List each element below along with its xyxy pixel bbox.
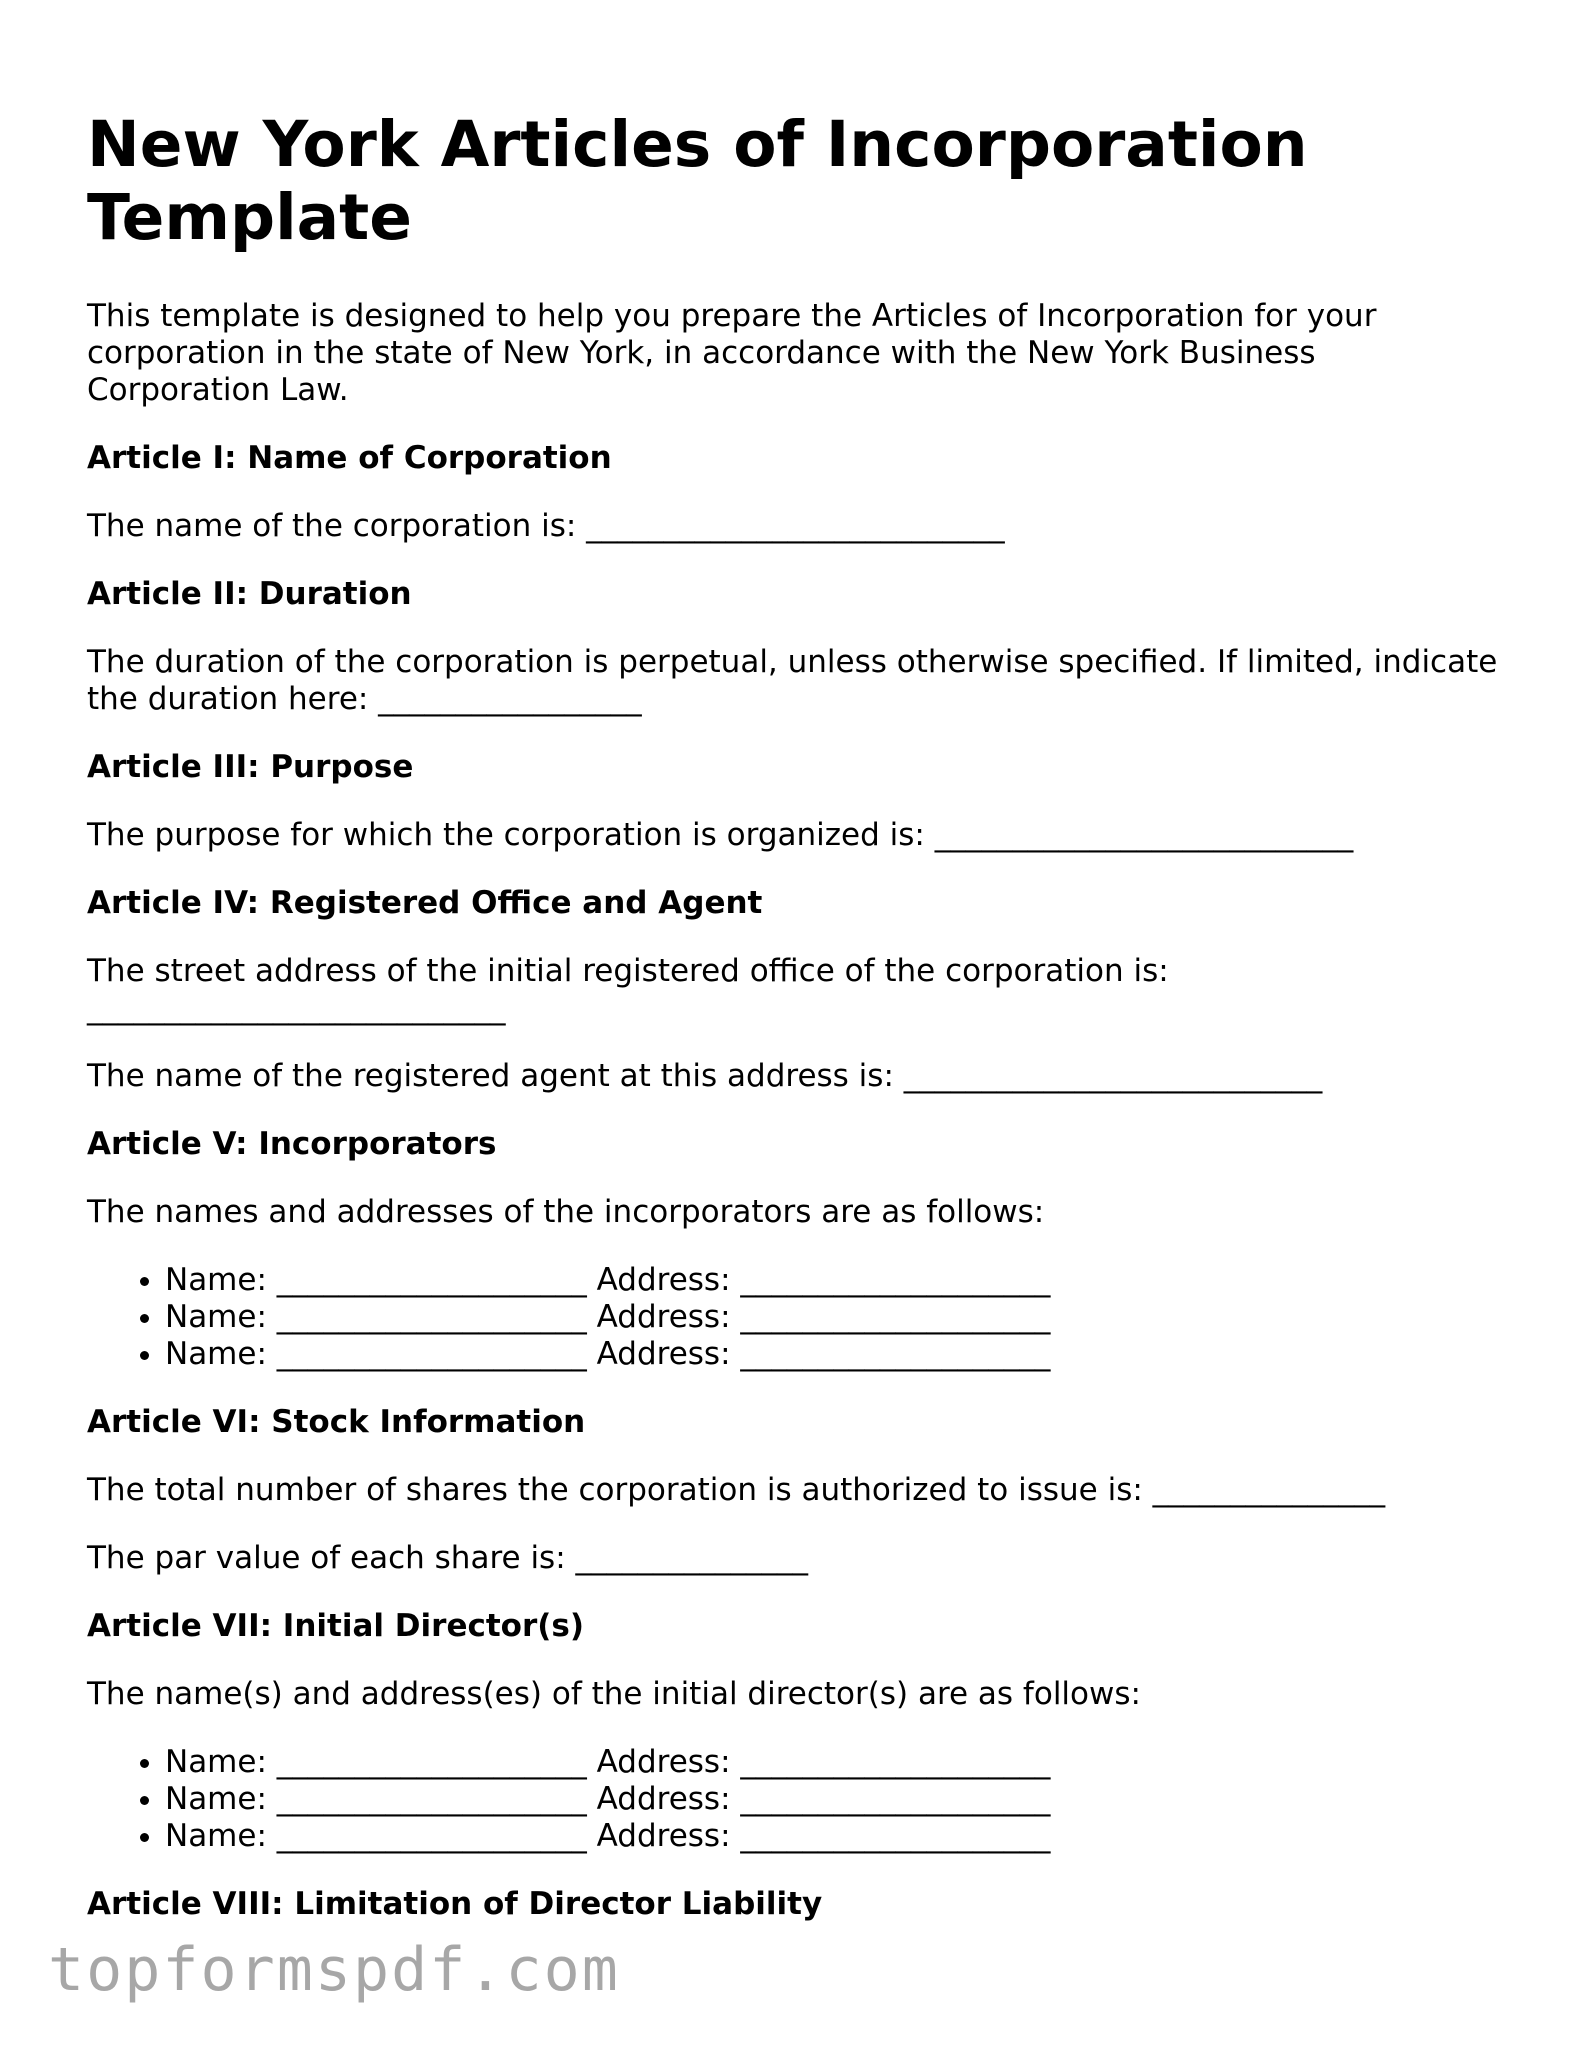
article-7-text: The name(s) and address(es) of the initial director(s) are as follows: [87,1676,1141,1712]
article-5-text: The names and addresses of the incorporators are as follows: [87,1194,1045,1230]
article-3-text: The purpose for which the corporation is organized is: ___________________________ [87,817,1354,853]
article-4-agent-text: The name of the registered agent at this address is: ___________________________ [87,1058,1323,1094]
document-page [87,108,1507,1954]
article-1-heading: Article I: Name of Corporation [87,440,612,476]
intro-paragraph: This template is designed to help you prepare the Articles of Incorporation for your corporation in the state of New York, in accordance with the New York Business Corporation Law. [87,298,1377,408]
article-6-heading: Article VI: Stock Information [87,1404,586,1440]
article-8-heading: Article VIII: Limitation of Director Liability [87,1886,823,1922]
article-4-office-text: The street address of the initial registered office of the corporation is: ___________________________ [87,953,1169,1026]
list-item: • Name: ____________________ Address: ____________________ [165,1818,1507,1855]
list-item: • Name: ____________________ Address: ____________________ [165,1262,1507,1299]
page-title: New York Articles of Incorporation Template [87,108,1308,254]
incorporators-list [87,1262,1507,1373]
article-2-text: The duration of the corporation is perpetual, unless otherwise specified. If limited, indicate the duration here: _________________ [87,644,1498,717]
article-6-par-value-text: The par value of each share is: _______________ [87,1540,809,1576]
article-2-heading: Article II: Duration [87,576,412,612]
list-item: • Name: ____________________ Address: ____________________ [165,1336,1507,1373]
article-3-heading: Article III: Purpose [87,749,414,785]
article-7-heading: Article VII: Initial Director(s) [87,1608,585,1644]
article-5-heading: Article V: Incorporators [87,1126,497,1162]
directors-list [87,1744,1507,1855]
list-item: • Name: ____________________ Address: ____________________ [165,1781,1507,1818]
article-4-heading: Article IV: Registered Office and Agent [87,885,763,921]
list-item: • Name: ____________________ Address: ____________________ [165,1744,1507,1781]
list-item: • Name: ____________________ Address: ____________________ [165,1299,1507,1336]
article-1-text: The name of the corporation is: ___________________________ [87,508,1005,544]
watermark: topformspdf.com [48,1935,620,2005]
article-6-shares-text: The total number of shares the corporation is authorized to issue is: _______________ [87,1472,1386,1508]
